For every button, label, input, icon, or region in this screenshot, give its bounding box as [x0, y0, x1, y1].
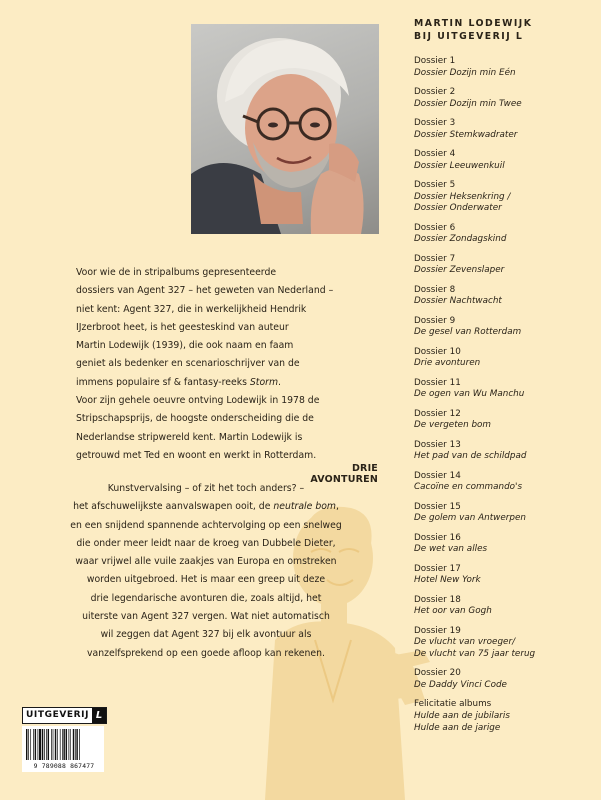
barcode-bar	[39, 729, 41, 760]
dossier-title: Dossier Zevenslaper	[414, 265, 505, 276]
dossier-entry	[414, 378, 594, 401]
dossier-number: Dossier 5	[414, 180, 456, 190]
barcode-bar	[66, 729, 67, 760]
barcode-bar	[73, 729, 74, 760]
barcode-bar	[70, 729, 71, 760]
dossier-entry	[414, 471, 594, 494]
dossier-title: Dossier Dozijn min Twee	[414, 98, 522, 109]
dossier-entry	[414, 316, 594, 339]
barcode-bar	[44, 729, 45, 760]
blurb-line: worden uitgebroed. Het is maar een greep uit deze	[86, 574, 326, 586]
bio-line: Stripschapsprijs, de hoogste onderscheiding die de	[76, 413, 314, 425]
publisher-logo	[22, 707, 107, 724]
dossier-title: Dossier Nachtwacht	[414, 296, 502, 307]
dossier-title: De ogen van Wu Manchu	[414, 389, 525, 400]
barcode-bar	[28, 729, 29, 760]
dossier-entry	[414, 668, 594, 691]
series-list	[414, 18, 594, 742]
bio-line: Nederlandse stripwereld kent. Martin Lodewijk is	[76, 431, 303, 443]
dossier-title: De gesel van Rotterdam	[414, 327, 522, 338]
dossier-title: Dossier Heksenkring /	[414, 191, 511, 202]
barcode-bar	[46, 729, 47, 760]
dossier-entry	[414, 149, 594, 172]
dossier-title: Het oor van Gogh	[414, 606, 492, 617]
bio-line: dossiers van Agent 327 – het geweten van Nederland –	[76, 285, 334, 297]
series-title-line: MARTIN LODEWIJK	[414, 18, 533, 29]
dossier-number: Dossier 14	[414, 470, 461, 481]
dossier-entry	[414, 699, 594, 734]
blurb-line: vanzelfsprekend op een goede afloop kan rekenen.	[87, 647, 325, 659]
dossier-entry	[414, 223, 594, 246]
barcode-bar	[55, 729, 56, 760]
barcode-bar	[51, 729, 52, 760]
dossier-number: Dossier 16	[414, 532, 461, 543]
barcode-bar	[30, 729, 31, 760]
dossier-number: Dossier 19	[414, 625, 461, 636]
dossier-entry	[414, 285, 594, 308]
dossier-entry	[414, 56, 594, 79]
dossier-number: Dossier 18	[414, 594, 461, 605]
barcode-bar	[62, 729, 63, 760]
barcode-bar	[68, 729, 69, 760]
dossier-entry	[414, 347, 594, 370]
barcode-bar	[63, 729, 64, 760]
dossier-entry	[414, 533, 594, 556]
dossier-title: Dossier Zondagskind	[414, 234, 507, 245]
dossier-number: Dossier 17	[414, 563, 461, 574]
blurb-line: wil zeggen dat Agent 327 bij elk avontuur als	[100, 629, 312, 641]
dossier-entry	[414, 440, 594, 463]
barcode-bar	[60, 729, 61, 760]
barcode-bar	[79, 729, 80, 760]
author-bio	[76, 264, 378, 465]
blurb-line: waar vrijwel alle vuile zaakjes van Europa en omstreken	[75, 556, 337, 568]
dossier-title: Hulde aan de jubilaris	[414, 711, 510, 722]
dossier-entry	[414, 626, 594, 661]
dossier-number: Dossier 1	[414, 56, 456, 66]
bio-line: geniet als bedenker en scenarioschrijver van de	[76, 358, 300, 370]
bio-line: Voor zijn gehele oeuvre ontving Lodewijk in 1978 de	[76, 395, 320, 407]
barcode-bar	[75, 729, 76, 760]
dossier-entry	[414, 409, 594, 432]
dossier-title: Het pad van de schildpad	[414, 451, 527, 462]
bio-line: getrouwd met Ted en woont en werkt in Rotterdam.	[76, 449, 317, 461]
dossier-entry	[414, 502, 594, 525]
bio-line: Martin Lodewijk (1939), die ook naam en faam	[76, 340, 294, 352]
blurb-line: en een snijdend spannende achtervolging op een snelweg	[70, 519, 342, 531]
barcode-bar	[35, 729, 36, 760]
section-title: DRIE AVONTUREN	[310, 463, 378, 485]
publisher-mark: L	[92, 708, 106, 723]
series-title-line: BIJ UITGEVERIJ L	[414, 30, 524, 42]
dossier-number: Dossier 13	[414, 439, 461, 450]
barcode-bar	[48, 729, 49, 760]
bio-line: IJzerbroot heet, is het geesteskind van auteur	[76, 321, 289, 333]
dossier-number: Dossier 3	[414, 118, 456, 128]
dossier-entry	[414, 180, 594, 215]
dossier-number: Dossier 15	[414, 501, 461, 512]
dossier-title: Hotel New York	[414, 575, 481, 586]
blurb-line: ,	[335, 501, 339, 513]
barcode-bar	[57, 729, 58, 760]
dossier-number: Dossier 7	[414, 253, 456, 264]
barcode-bar	[53, 729, 54, 760]
dossier-number: Dossier 12	[414, 408, 461, 419]
dossier-title: Dossier Leeuwenkuil	[414, 160, 505, 171]
author-photo	[191, 24, 379, 234]
blurb-line: uiterste van Agent 327 vergen. Wat niet automatisch	[82, 611, 330, 623]
dossier-title: Cacoïne en commando's	[414, 482, 523, 493]
neutrale-bom: neutrale bom	[273, 501, 336, 513]
dossier-title: Drie avonturen	[414, 358, 481, 369]
dossier-title: Hulde aan de jarige	[414, 722, 501, 733]
dossier-title: Dossier Onderwater	[414, 203, 502, 214]
blurb-line: het afschuwelijkste aanvalswapen ooit, de	[73, 501, 274, 513]
dossier-entry	[414, 118, 594, 141]
dossier-number: Dossier 8	[414, 284, 456, 295]
dossier-number: Dossier 9	[414, 315, 456, 326]
storm-title: Storm	[249, 376, 279, 388]
dossier-title: Dossier Dozijn min Eén	[414, 67, 516, 78]
author-portrait-illustration	[191, 24, 379, 234]
dossier-title: Dossier Stemkwadrater	[414, 129, 518, 140]
dossier-title: De Daddy Vinci Code	[414, 680, 507, 691]
blurb-line: Kunstvervalsing – of zit het toch anders? –	[107, 483, 305, 494]
barcode-bar	[33, 729, 34, 760]
story-blurb	[34, 480, 378, 663]
blurb-line: drie legendarische avonturen die, zoals altijd, het	[90, 592, 322, 604]
dossier-number: Dossier 20	[414, 668, 461, 679]
dossier-number: Dossier 11	[414, 377, 461, 388]
dossier-title: De vergeten bom	[414, 420, 491, 431]
barcode-bar	[42, 729, 43, 760]
dossier-entry	[414, 254, 594, 277]
series-title	[414, 18, 594, 43]
blurb-line: die onder meer leidt naar de kroeg van Dubbele Dieter,	[76, 537, 336, 549]
bio-line: immens populaire sf & fantasy-reeks	[76, 376, 250, 388]
dossier-list	[414, 56, 594, 735]
dossier-title: De vlucht van 75 jaar terug	[414, 649, 536, 660]
dossier-entry	[414, 595, 594, 618]
barcode-bars	[26, 729, 100, 761]
dossier-number: Dossier 4	[414, 149, 456, 159]
publisher-name: UITGEVERIJ	[26, 710, 90, 720]
dossier-title: De vlucht van vroeger/	[414, 637, 516, 648]
dossier-number: Dossier 6	[414, 222, 456, 233]
dossier-title: De golem van Antwerpen	[414, 513, 526, 524]
dossier-entry	[414, 87, 594, 110]
barcode-bar	[76, 729, 77, 760]
dossier-entry	[414, 564, 594, 587]
dossier-title: De wet van alles	[414, 544, 488, 555]
dossier-number: Dossier 2	[414, 87, 456, 97]
bio-line: .	[278, 376, 281, 388]
bio-line: Voor wie de in stripalbums gepresenteerde	[76, 267, 277, 278]
barcode-bar	[38, 729, 39, 760]
dossier-number: Dossier 10	[414, 346, 461, 357]
bio-line: niet kent: Agent 327, die in werkelijkheid Hendrik	[76, 303, 307, 315]
barcode-digits: 9 789088 867477	[33, 762, 95, 770]
barcode-bar	[26, 729, 27, 760]
dossier-number: Felicitatie albums	[414, 699, 492, 710]
barcode	[22, 726, 104, 772]
